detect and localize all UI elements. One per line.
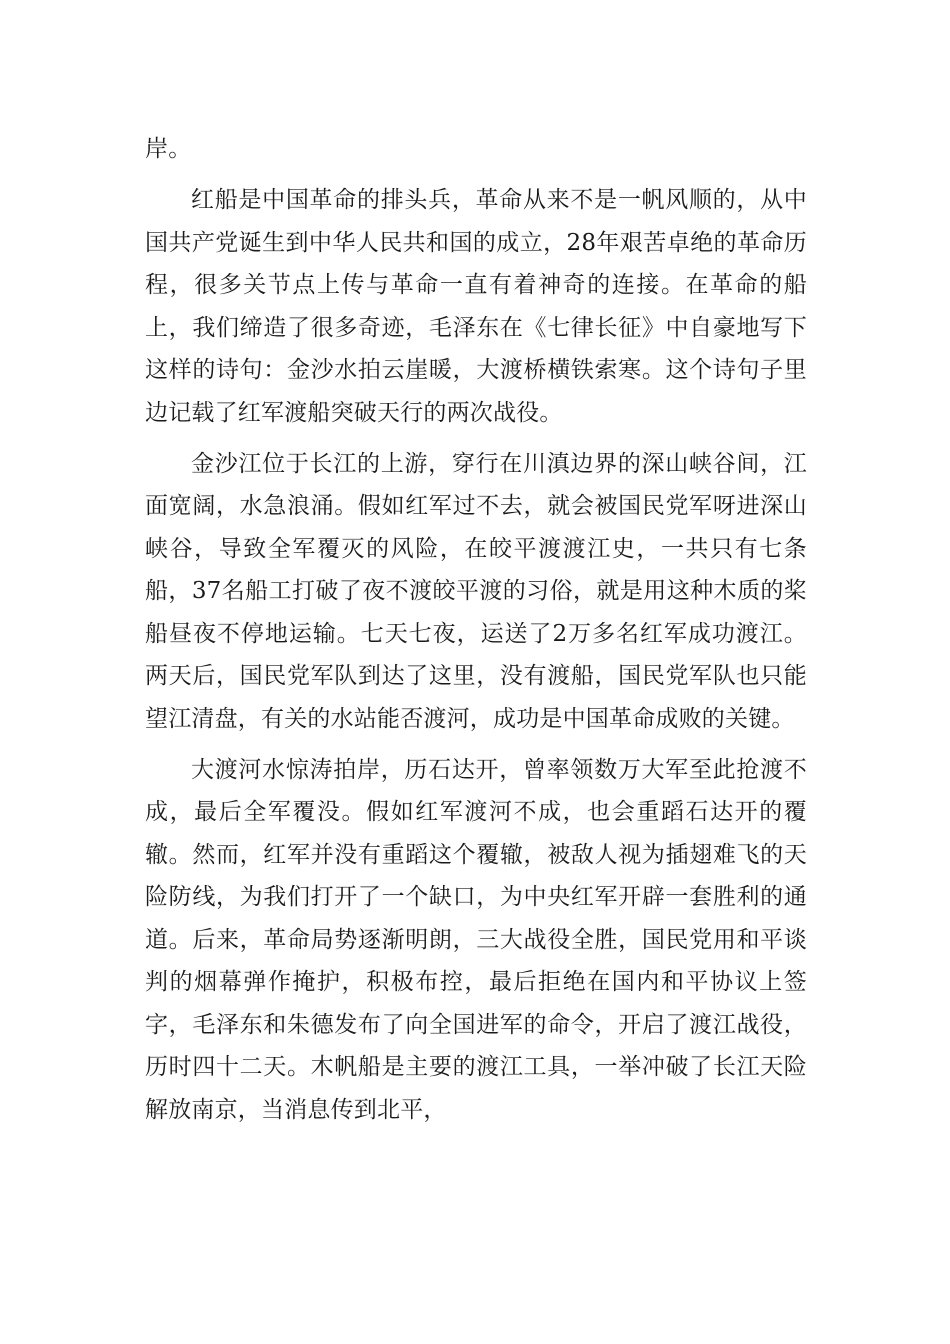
paragraph-red-boat: 红船是中国革命的排头兵，革命从来不是一帆风顺的，从中国共产党诞生到中华人民共和国的成立，28年艰苦卓绝的革命历程，很多关节点上传与革命一直有着神奇的连接。在革命的船上，我们缔造了很多奇迹，毛泽东在《七律长征》中自豪地写下这样的诗句：金沙水拍云崖暖，大渡桥横铁索寒。这个诗句子里边记载了红军渡船突破天行的两次战役。 bbox=[145, 187, 807, 426]
paragraph-jinsha-river: 金沙江位于长江的上游，穿行在川滇边界的深山峡谷间，江面宽阔，水急浪涌。假如红军过不去，就会被国民党军呀进深山峡谷，导致全军覆灭的风险，在皎平渡渡江史，一共只有七条船，37名船工打破了夜不渡皎平渡的习俗，就是用这种木质的桨船昼夜不停地运输。七天七夜，运送了2万多名红军成功渡江。两天后，国民党军队到达了这里，没有渡船，国民党军队也只能望江清盘，有关的水站能否渡河，成功是中国革命成败的关键。 bbox=[145, 450, 807, 732]
paragraph-dadu-river: 大渡河水惊涛拍岸，历石达开，曾率领数万大军至此抢渡不成，最后全军覆没。假如红军渡河不成，也会重蹈石达开的覆辙。然而，红军并没有重蹈这个覆辙，被敌人视为插翅难飞的天险防线，为我们打开了一个缺口，为中央红军开辟一套胜利的通道。后来，革命局势逐渐明朗，三大战役全胜，国民党用和平谈判的烟幕弹作掩护，积极布控，最后拒绝在国内和平协议上签字，毛泽东和朱德发布了向全国进军的命令，开启了渡江战役，历时四十二天。木帆船是主要的渡江工具，一举冲破了长江天险解放南京，当消息传到北平， bbox=[145, 756, 807, 1123]
document-body bbox=[145, 128, 807, 1140]
paragraph-continued: 岸。 bbox=[145, 136, 192, 162]
